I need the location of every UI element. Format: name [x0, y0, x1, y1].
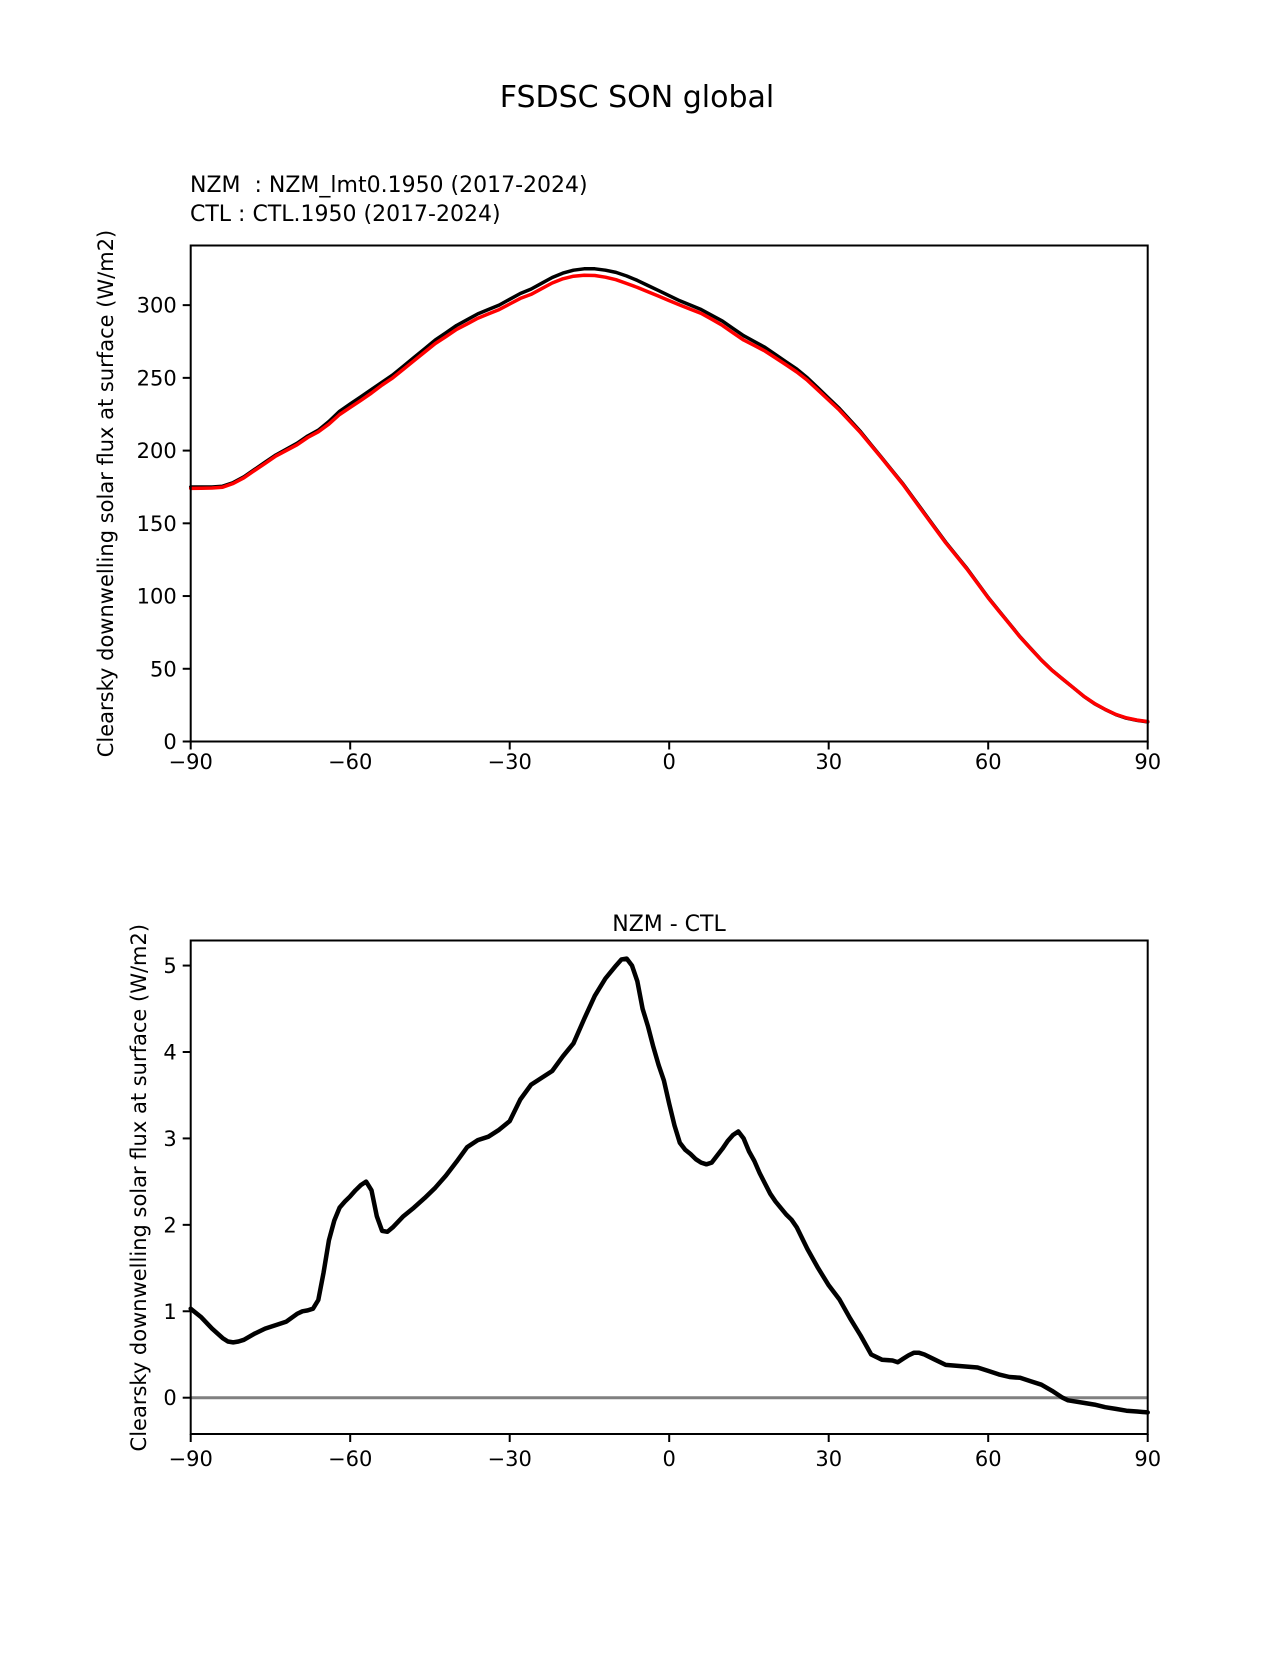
y-tick-label: 2: [163, 1213, 177, 1238]
legend-ctl-label: CTL : CTL.1950 (2017-2024): [190, 202, 501, 227]
bottom-plot-title: NZM - CTL: [612, 912, 726, 937]
y-tick-label: 0: [163, 1386, 177, 1411]
x-tick-label: 0: [662, 1447, 676, 1471]
x-tick-label: −90: [168, 1447, 213, 1471]
top-plot-ylabel: Clearsky downwelling solar flux at surface (W/m2): [94, 229, 118, 758]
x-tick-label: 60: [974, 1447, 1002, 1471]
figure-title: FSDSC SON global: [499, 80, 775, 115]
y-tick-label: 3: [163, 1126, 177, 1151]
x-tick-label: 60: [974, 750, 1002, 774]
x-tick-label: −60: [328, 1447, 373, 1471]
x-tick-label: −30: [487, 750, 532, 774]
x-tick-label: 0: [662, 750, 676, 774]
legend-nzm-label: NZM : NZM_lmt0.1950 (2017-2024): [190, 173, 588, 198]
y-tick-label: 0: [163, 730, 177, 754]
y-tick-label: 100: [136, 584, 177, 609]
series-line-ctl: [191, 275, 1148, 721]
axes-frame: [191, 941, 1148, 1435]
x-tick-label: 90: [1134, 1447, 1162, 1471]
y-tick-label: 4: [163, 1040, 177, 1065]
series-line-nzm: [191, 269, 1148, 722]
x-tick-label: 30: [815, 750, 843, 774]
y-tick-label: 150: [136, 511, 177, 536]
y-tick-label: 50: [149, 657, 177, 682]
x-tick-label: 30: [815, 1447, 843, 1471]
x-tick-label: −60: [328, 750, 373, 774]
axes-frame: [191, 246, 1148, 742]
y-tick-label: 1: [163, 1299, 177, 1324]
series-line-nzm-ctl: [191, 959, 1148, 1413]
y-tick-label: 200: [136, 439, 177, 464]
x-tick-label: 90: [1134, 750, 1162, 774]
y-tick-label: 300: [136, 293, 177, 318]
bottom-plot-ylabel: Clearsky downwelling solar flux at surface (W/m2): [127, 923, 151, 1452]
x-tick-label: −30: [487, 1447, 532, 1471]
y-tick-label: 5: [163, 954, 177, 979]
y-tick-label: 250: [136, 366, 177, 391]
x-tick-label: −90: [168, 750, 213, 774]
